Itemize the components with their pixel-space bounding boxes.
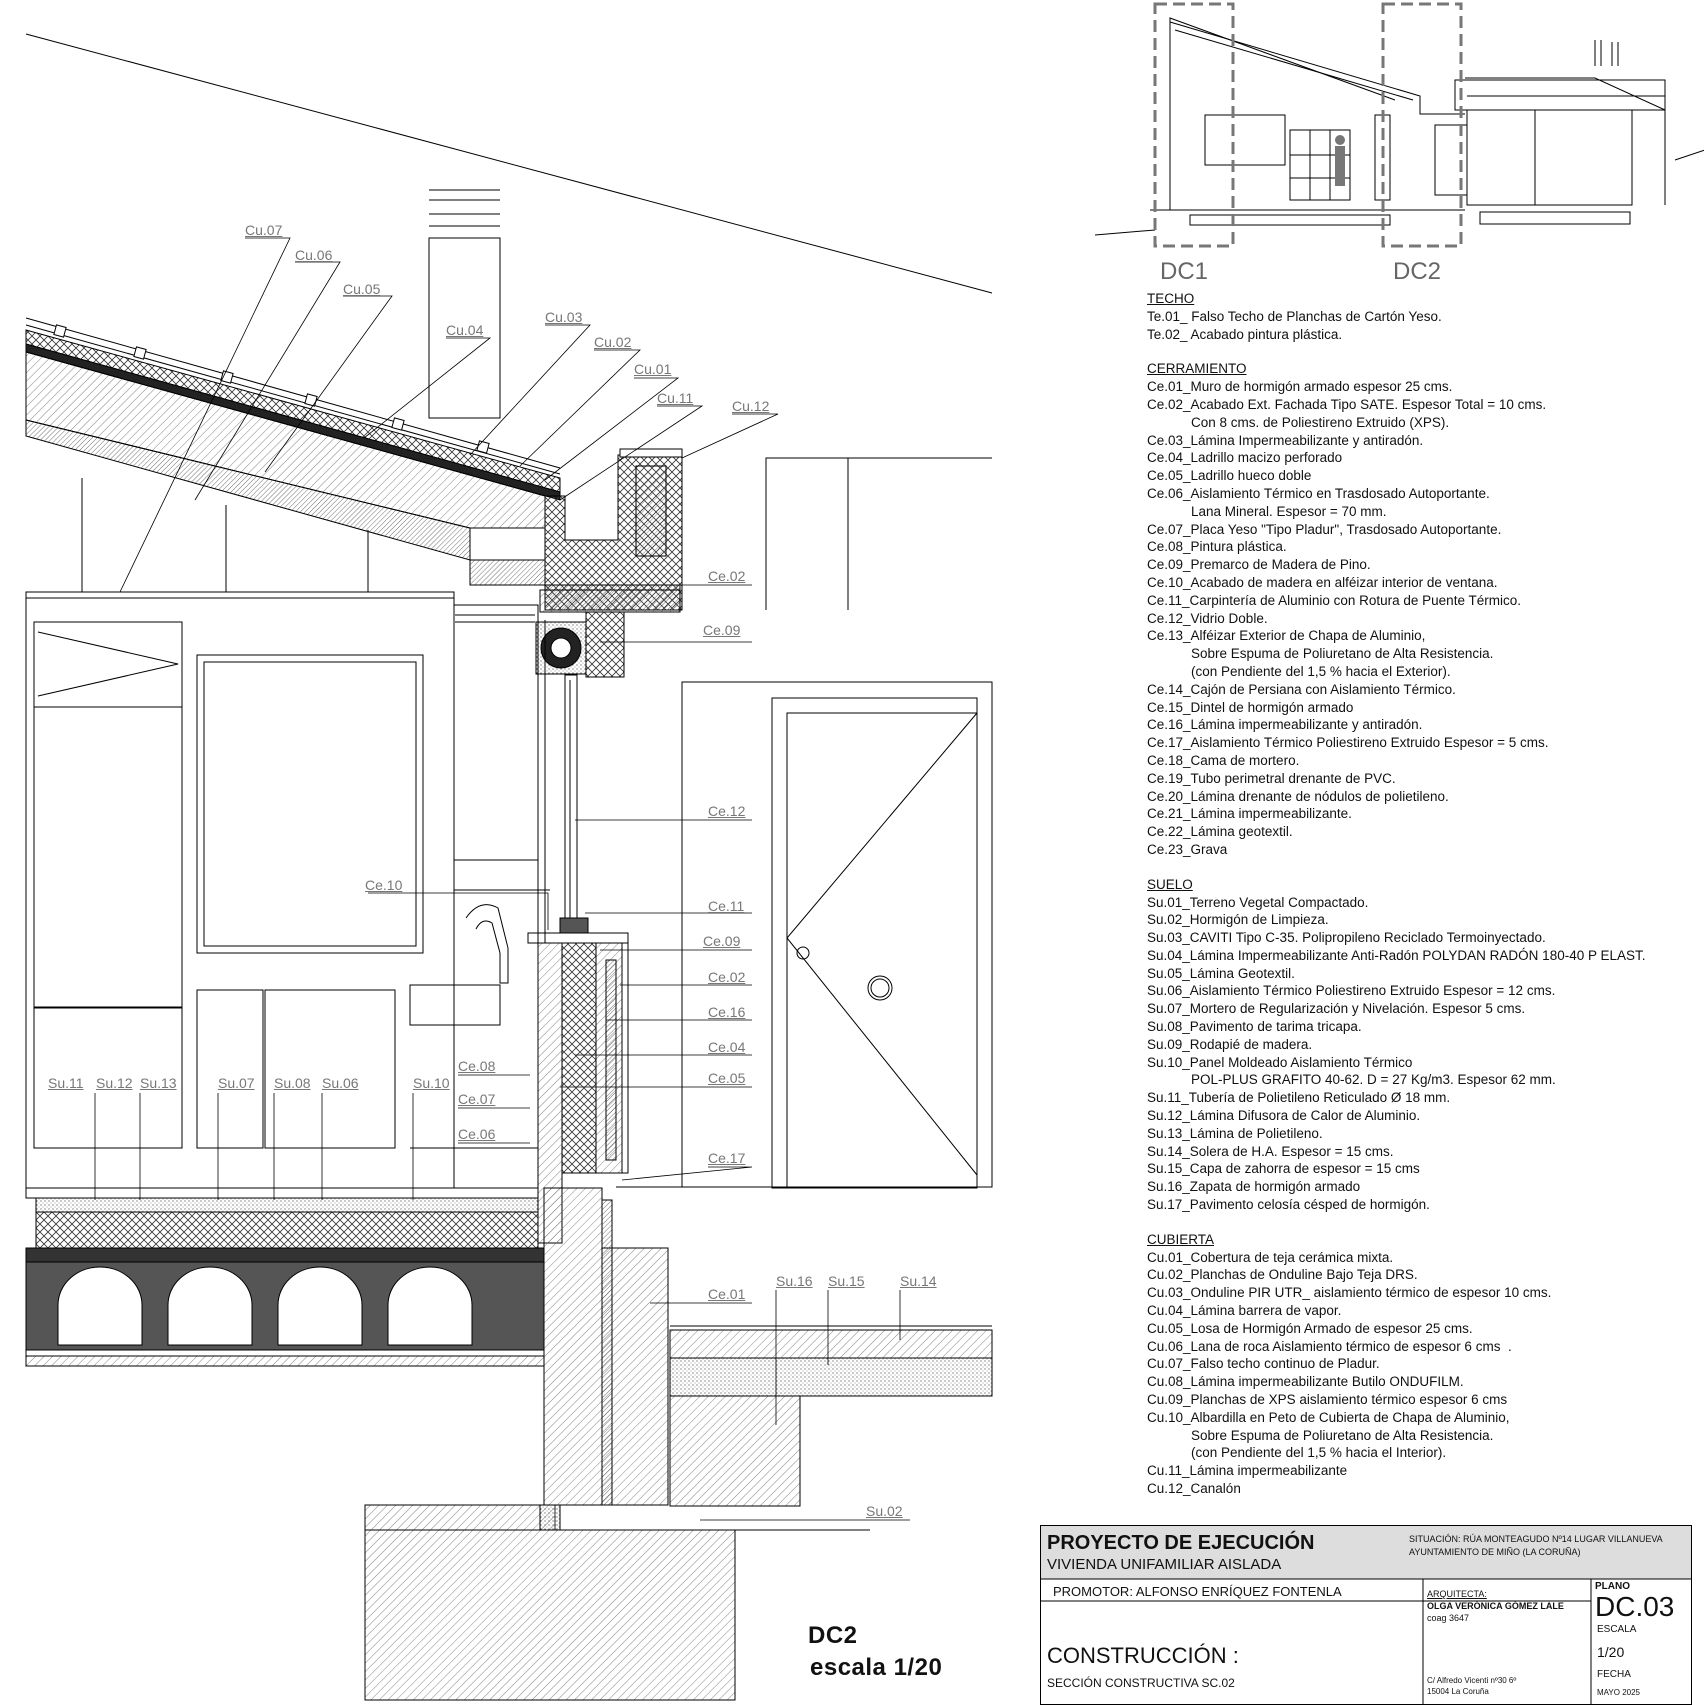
legend-item: Su.13_Lámina de Polietileno.: [1147, 1125, 1323, 1141]
label-ce16: Ce.16: [708, 1004, 746, 1020]
legend-item: Ce.16_Lámina impermeabilizante y antiradón.: [1147, 717, 1423, 733]
legend-item: POL-PLUS GRAFITO 40-62. D = 27 Kg/m3. Espesor 62 mm.: [1191, 1072, 1556, 1088]
legend-item: Ce.04_Ladrillo macizo perforado: [1147, 450, 1343, 466]
label-ce09-bottom: Ce.09: [703, 933, 741, 949]
situacion-line-2: AYUNTAMIENTO DE MIÑO (LA CORUÑA): [1409, 1547, 1581, 1557]
legend-item: Cu.07_Falso techo continuo de Pladur.: [1147, 1356, 1380, 1372]
label-ce09-top: Ce.09: [703, 622, 741, 638]
keyplan-dc1-label: DC1: [1160, 258, 1209, 285]
label-cu02: Cu.02: [594, 334, 632, 350]
floor-build-up: [26, 1188, 544, 1366]
legend-suelo-title: SUELO: [1147, 876, 1193, 892]
fecha-label: FECHA: [1597, 1669, 1631, 1680]
legend-item: Su.09_Rodapié de madera.: [1147, 1036, 1313, 1052]
label-su13: Su.13: [140, 1075, 177, 1091]
legend-item: Su.06_Aislamiento Térmico Poliestireno Extruido Espesor = 12 cms.: [1147, 983, 1556, 999]
legend-item: Ce.14_Cajón de Persiana con Aislamiento Térmico.: [1147, 681, 1456, 697]
legend-item: Ce.08_Pintura plástica.: [1147, 539, 1287, 555]
legend-item: Cu.08_Lámina impermeabilizante Butilo ONDUFILM.: [1147, 1374, 1464, 1390]
address-line-2: 15004 La Coruña: [1427, 1687, 1489, 1696]
legend-techo: [1147, 290, 1704, 343]
label-su11: Su.11: [48, 1075, 84, 1091]
person-figure: [1335, 135, 1345, 186]
legend-item: Su.15_Capa de zahorra de espesor = 15 cms: [1147, 1161, 1420, 1177]
key-plan-section: [1095, 0, 1704, 290]
label-ce17: Ce.17: [708, 1150, 746, 1166]
legend-item: (con Pendiente del 1,5 % hacia el Exterior).: [1191, 663, 1451, 679]
legend-item: Sobre Espuma de Poliuretano de Alta Resistencia.: [1191, 646, 1494, 662]
legend-item: Su.08_Pavimento de tarima tricapa.: [1147, 1019, 1362, 1035]
legend-item: Sobre Espuma de Poliuretano de Alta Resistencia.: [1191, 1427, 1494, 1443]
legend-item: Cu.02_Planchas de Onduline Bajo Teja DRS.: [1147, 1267, 1418, 1283]
label-ce05: Ce.05: [708, 1070, 746, 1086]
label-ce10: Ce.10: [365, 877, 403, 893]
label-su10: Su.10: [413, 1075, 450, 1091]
keyplan-dc2-label: DC2: [1393, 258, 1442, 285]
legend-item: Cu.01_Cobertura de teja cerámica mixta.: [1147, 1249, 1394, 1265]
label-cu12: Cu.12: [732, 398, 770, 414]
label-cu11: Cu.11: [657, 390, 694, 406]
legend-item: Cu.03_Onduline PIR UTR_ aislamiento térmico de espesor 10 cms.: [1147, 1285, 1552, 1301]
sloped-roof: [26, 318, 560, 560]
address-line-1: C/ Alfredo Vicenti nº30 6º: [1427, 1676, 1517, 1685]
label-cu05: Cu.05: [343, 281, 381, 297]
legend-item: (con Pendiente del 1,5 % hacia el Interior).: [1191, 1445, 1447, 1461]
legend-item: Te.01_ Falso Techo de Planchas de Cartón Yeso.: [1147, 308, 1442, 324]
legend-item: Cu.06_Lana de roca Aislamiento térmico de espesor 6 cms .: [1147, 1338, 1512, 1354]
legend-item: Ce.22_Lámina geotextil.: [1147, 824, 1293, 840]
legend-item: Ce.17_Aislamiento Térmico Poliestireno Extruido Espesor = 5 cms.: [1147, 735, 1549, 751]
label-ce08: Ce.08: [458, 1058, 496, 1074]
legend-item: Ce.21_Lámina impermeabilizante.: [1147, 806, 1352, 822]
arquitecta-name: OLGA VERÓNICA GÓMEZ LALE: [1427, 1601, 1564, 1611]
legend-item: Ce.10_Acabado de madera en alféizar interior de ventana.: [1147, 574, 1498, 590]
label-ce01: Ce.01: [708, 1286, 746, 1302]
legend-item: Ce.15_Dintel de hormigón armado: [1147, 699, 1354, 715]
legend-cubierta-title: CUBIERTA: [1147, 1231, 1215, 1247]
label-su07: Su.07: [218, 1075, 255, 1091]
legend-item: Ce.18_Cama de mortero.: [1147, 752, 1300, 768]
coag-number: coag 3647: [1427, 1613, 1470, 1623]
detail-name: DC2: [808, 1622, 858, 1649]
legend-item: Su.05_Lámina Geotextil.: [1147, 965, 1295, 981]
label-ce02-top: Ce.02: [708, 568, 746, 584]
label-ce12: Ce.12: [708, 803, 746, 819]
construccion-title: CONSTRUCCIÓN :: [1047, 1643, 1239, 1668]
legend-techo-title: TECHO: [1147, 291, 1195, 306]
legend-item: Ce.23_Grava: [1147, 841, 1228, 857]
legend-item: Ce.12_Vidrio Doble.: [1147, 610, 1268, 626]
label-su14: Su.14: [900, 1273, 937, 1289]
label-ce11: Ce.11: [708, 898, 745, 914]
label-ce07: Ce.07: [458, 1091, 496, 1107]
legend-item: Su.12_Lámina Difusora de Calor de Aluminio.: [1147, 1108, 1421, 1124]
legend-item: Su.11_Tubería de Polietileno Reticulado Ø 18 mm.: [1147, 1090, 1451, 1106]
legend-cerramiento: [1147, 360, 1704, 858]
label-cu03: Cu.03: [545, 309, 583, 325]
legend-item: Ce.02_Acabado Ext. Fachada Tipo SATE. Espesor Total = 10 cms.: [1147, 396, 1547, 412]
legend-item: Cu.11_Lámina impermeabilizante: [1147, 1463, 1348, 1479]
project-title: PROYECTO DE EJECUCIÓN: [1047, 1532, 1315, 1554]
legend-item: Su.02_Hormigón de Limpieza.: [1147, 912, 1329, 928]
legend-item: Ce.20_Lámina drenante de nódulos de polietileno.: [1147, 788, 1449, 804]
situacion-line-1: SITUACIÓN: RÚA MONTEAGUDO Nº14 LUGAR VILLANUEVA: [1409, 1534, 1663, 1544]
legend-item: Ce.03_Lámina Impermeabilizante y antiradón.: [1147, 432, 1424, 448]
escala-label: ESCALA: [1597, 1624, 1637, 1635]
promotor: PROMOTOR: ALFONSO ENRÍQUEZ FONTENLA: [1053, 1584, 1342, 1599]
legend-item: Su.07_Mortero de Regularización y Nivelación. Espesor 5 cms.: [1147, 1001, 1526, 1017]
escala-value: 1/20: [1597, 1644, 1625, 1660]
label-su06: Su.06: [322, 1075, 359, 1091]
legend-cubierta: [1147, 1231, 1704, 1498]
arquitecta-label: ARQUITECTA:: [1427, 1589, 1487, 1599]
fecha-value: MAYO 2025: [1597, 1688, 1640, 1697]
project-subtitle: VIVIENDA UNIFAMILIAR AISLADA: [1047, 1556, 1282, 1573]
plano-label: PLANO: [1595, 1581, 1630, 1592]
legend-item: Ce.19_Tubo perimetral drenante de PVC.: [1147, 770, 1396, 786]
legend-item: Lana Mineral. Espesor = 70 mm.: [1191, 503, 1387, 519]
title-block: [1040, 1525, 1692, 1705]
legend-item: Cu.12_Canalón: [1147, 1481, 1241, 1496]
legend-item: Su.17_Pavimento celosía césped de hormigón.: [1147, 1197, 1430, 1213]
chimney: [429, 190, 500, 418]
label-su15: Su.15: [828, 1273, 865, 1289]
legend-item: Su.14_Solera de H.A. Espesor = 15 cms.: [1147, 1143, 1394, 1159]
legend-item: Su.04_Lámina Impermeabilizante Anti-Radón POLYDAN RADÓN 180-40 P ELAST.: [1147, 947, 1646, 963]
legend-item: Te.02_ Acabado pintura plástica.: [1147, 326, 1343, 342]
label-ce04: Ce.04: [708, 1039, 746, 1055]
label-cu06: Cu.06: [295, 247, 333, 263]
seccion-title: SECCIÓN CONSTRUCTIVA SC.02: [1047, 1676, 1235, 1690]
legend-item: Ce.07_Placa Yeso "Tipo Pladur", Trasdosado Autoportante.: [1147, 521, 1502, 537]
materials-legend: [1147, 290, 1704, 1515]
label-cu07: Cu.07: [245, 222, 283, 238]
label-su12: Su.12: [96, 1075, 133, 1091]
legend-item: Ce.05_Ladrillo hueco doble: [1147, 468, 1312, 484]
label-cu04: Cu.04: [446, 322, 484, 338]
label-ce06: Ce.06: [458, 1126, 496, 1142]
label-ce02-bottom: Ce.02: [708, 969, 746, 985]
plano-number: DC.03: [1595, 1591, 1675, 1622]
legend-item: Cu.09_Planchas de XPS aislamiento térmico espesor 6 cms: [1147, 1392, 1508, 1408]
legend-item: Su.01_Terreno Vegetal Compactado.: [1147, 894, 1369, 910]
label-su16: Su.16: [776, 1273, 813, 1289]
legend-item: Cu.05_Losa de Hormigón Armado de espesor 25 cms.: [1147, 1320, 1473, 1336]
legend-item: Ce.01_Muro de hormigón armado espesor 25 cms.: [1147, 379, 1453, 395]
legend-item: Cu.10_Albardilla en Peto de Cubierta de Chapa de Aluminio,: [1147, 1409, 1510, 1425]
legend-item: Ce.09_Premarco de Madera de Pino.: [1147, 557, 1371, 573]
label-cu01: Cu.01: [634, 361, 672, 377]
legend-item: Cu.04_Lámina barrera de vapor.: [1147, 1303, 1342, 1319]
legend-item: Ce.06_Aislamiento Térmico en Trasdosado Autoportante.: [1147, 485, 1490, 501]
label-su08: Su.08: [274, 1075, 311, 1091]
legend-item: Su.03_CAVITI Tipo C-35. Polipropileno Reciclado Termoinyectado.: [1147, 930, 1546, 946]
legend-item: Ce.13_Alféizar Exterior de Chapa de Aluminio,: [1147, 628, 1426, 644]
legend-suelo: [1147, 876, 1704, 1214]
legend-item: Su.10_Panel Moldeado Aislamiento Térmico: [1147, 1054, 1413, 1070]
detail-scale: escala 1/20: [810, 1654, 943, 1681]
legend-item: Ce.11_Carpintería de Aluminio con Rotura de Puente Térmico.: [1147, 592, 1521, 608]
legend-item: Con 8 cms. de Poliestireno Extruido (XPS).: [1191, 414, 1450, 430]
legend-cerramiento-title: CERRAMIENTO: [1147, 361, 1247, 377]
label-su02: Su.02: [866, 1503, 903, 1519]
legend-item: Su.16_Zapata de hormigón armado: [1147, 1179, 1361, 1195]
